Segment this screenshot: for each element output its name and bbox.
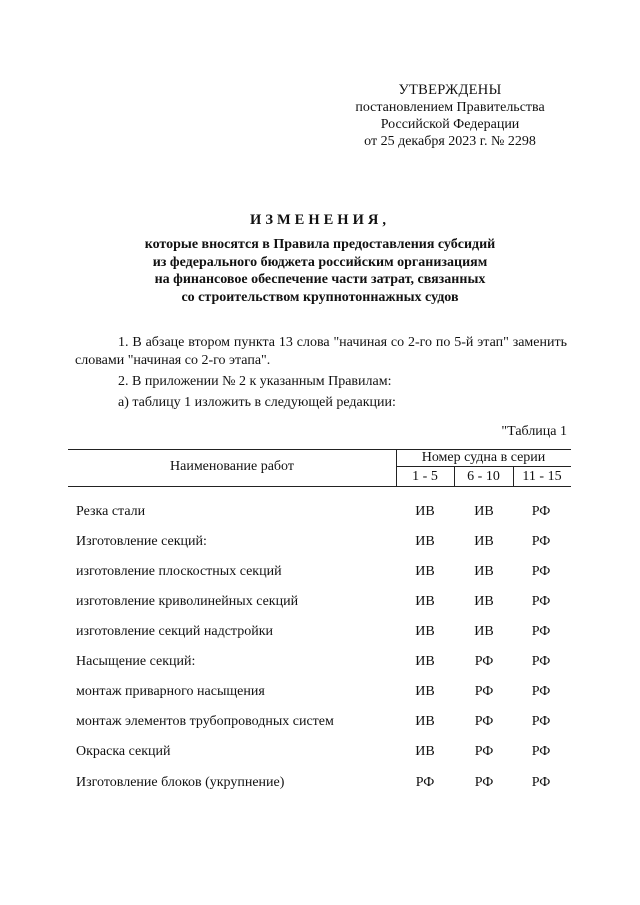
row-value: РФ [415, 775, 435, 790]
approval-line-3: от 25 декабря 2023 г. № 2298 [364, 134, 536, 149]
row-name: Окраска секций [76, 744, 171, 759]
table-row [0, 534, 640, 554]
subtitle-line: со строительством крупнотоннажных судов [181, 289, 459, 305]
row-value: ИВ [415, 744, 435, 759]
paragraph-2: 2. В приложении № 2 к указанным Правилам: [118, 374, 392, 389]
header-col-3: 11 - 15 [522, 469, 562, 484]
document-subtitle [0, 236, 640, 306]
table-caption: "Таблица 1 [501, 424, 567, 439]
row-value: ИВ [415, 624, 435, 639]
row-value: РФ [474, 775, 494, 790]
approval-line-2: Российской Федерации [380, 117, 520, 132]
row-value: РФ [531, 684, 551, 699]
row-name: изготовление плоскостных секций [76, 564, 282, 579]
table-row [0, 714, 640, 734]
row-value: РФ [531, 504, 551, 519]
header-ship-number: Номер судна в серии [421, 450, 546, 465]
row-value: ИВ [415, 534, 435, 549]
row-value: РФ [531, 775, 551, 790]
document-title: ИЗМЕНЕНИЯ, [250, 212, 390, 228]
row-value: РФ [531, 714, 551, 729]
row-value: ИВ [474, 534, 494, 549]
row-value: РФ [474, 744, 494, 759]
row-name: монтаж элементов трубопроводных систем [76, 714, 334, 729]
table-row [0, 775, 640, 795]
table-group-divider [396, 466, 571, 467]
row-value: ИВ [474, 624, 494, 639]
row-value: РФ [531, 624, 551, 639]
approval-block [350, 82, 550, 150]
approval-line-1: постановлением Правительства [355, 100, 545, 115]
header-col-2: 6 - 10 [467, 469, 500, 484]
row-name: Изготовление секций: [76, 534, 207, 549]
table-row [0, 654, 640, 674]
row-value: РФ [531, 744, 551, 759]
header-col-1: 1 - 5 [412, 469, 438, 484]
table-row [0, 564, 640, 584]
subtitle-line: на финансовое обеспечение части затрат, связанных [154, 272, 486, 287]
row-value: РФ [474, 684, 494, 699]
row-name: изготовление криволинейных секций [76, 594, 299, 609]
approval-heading: УТВЕРЖДЕНЫ [398, 82, 502, 98]
subtitle-line: которые вносятся в Правила предоставления субсидий [144, 237, 496, 252]
row-value: РФ [531, 534, 551, 549]
subtitle-line: из федерального бюджета российским организациям [152, 254, 488, 270]
row-value: ИВ [415, 594, 435, 609]
header-work-name: Наименование работ [170, 459, 294, 474]
row-name: монтаж приварного насыщения [76, 684, 265, 699]
row-value: ИВ [415, 504, 435, 519]
row-value: ИВ [474, 594, 494, 609]
table-header-bottom-border [68, 486, 571, 487]
row-value: ИВ [415, 714, 435, 729]
row-name: Резка стали [76, 504, 146, 519]
paragraph-3: а) таблицу 1 изложить в следующей редакции: [118, 395, 396, 410]
row-value: РФ [531, 564, 551, 579]
row-value: ИВ [474, 564, 494, 579]
table-row [0, 624, 640, 644]
row-value: ИВ [415, 564, 435, 579]
row-name: Изготовление блоков (укрупнение) [76, 775, 285, 790]
row-value: РФ [531, 654, 551, 669]
row-value: РФ [474, 654, 494, 669]
row-value: ИВ [415, 684, 435, 699]
table-row [0, 504, 640, 524]
table-row [0, 744, 640, 764]
row-value: РФ [531, 594, 551, 609]
paragraph-1: 1. В абзаце втором пункта 13 слова "начиная со 2-го по 5-й этап" заменить словами "начиная со 2-го этапа". [75, 335, 567, 368]
table-row [0, 594, 640, 614]
table-row [0, 684, 640, 704]
row-value: ИВ [415, 654, 435, 669]
row-value: РФ [474, 714, 494, 729]
row-name: изготовление секций надстройки [76, 624, 273, 639]
row-value: ИВ [474, 504, 494, 519]
row-name: Насыщение секций: [76, 654, 196, 669]
